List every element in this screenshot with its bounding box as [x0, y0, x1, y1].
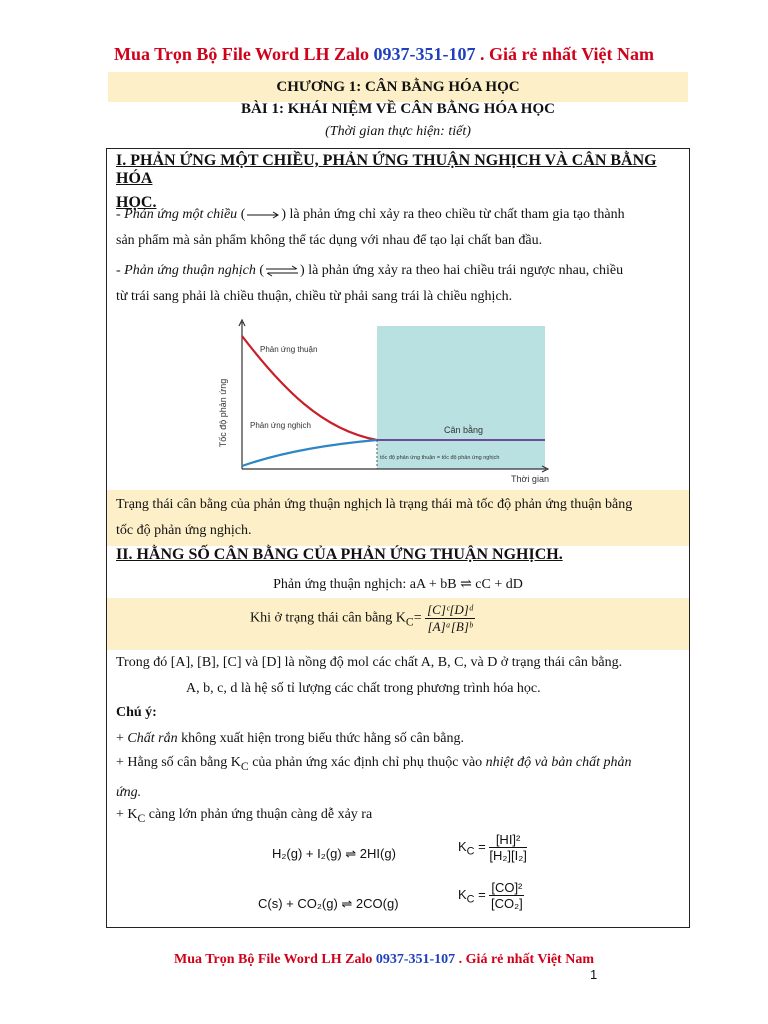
solid-term: Chất rắn	[127, 731, 178, 746]
equilibrium-def-2: tốc độ phản ứng nghịch.	[116, 523, 252, 538]
kc-denominator: [A]ᵃ[B]ᵇ	[427, 619, 473, 634]
kc-expression: Khi ở trạng thái cân bằng $K_C=$ $\frac{\text{[C]ᶜ[D]ᵈ}}{\text{[A]ᵃ[B]ᵇ}}$	[250, 602, 473, 634]
reaction-general: Phản ứng thuận nghịch: aA + bB ⇌ cC + dD	[273, 577, 523, 592]
equilibrium-shade	[377, 326, 545, 469]
one-way-arrow-icon	[245, 210, 281, 220]
where-line-2: A, b, c, d là hệ số tỉ lượng các chất trong phương trình hóa học.	[186, 681, 541, 696]
forward-label: Phản ứng thuận	[260, 345, 318, 354]
example-2-fraction	[489, 880, 524, 911]
note-3-sub: C	[137, 811, 146, 825]
promo-banner-top	[0, 44, 768, 65]
reversible-term: Phản ứng thuận nghịch	[124, 263, 256, 278]
note-2-text-b: của phản ứng xác định chỉ phụ thuộc vào	[248, 755, 486, 770]
one-way-term: Phản ứng một chiều	[124, 207, 238, 222]
note-3-text-a: + K	[116, 807, 138, 822]
promo-text-bottom: Mua Trọn Bộ File Word LH Zalo	[173, 952, 376, 967]
note-2	[116, 750, 686, 806]
figure-xlabel: Thời gian	[511, 474, 549, 484]
equal-rate-label: tốc độ phản ứng thuận = tốc độ phản ứng nghịch	[380, 455, 500, 461]
promo-text: Mua Trọn Bộ File Word LH Zalo	[113, 44, 374, 64]
chapter-title: CHƯƠNG 1: CÂN BẰNG HÓA HỌC	[108, 72, 688, 102]
time-note: (Thời gian thực hiện: tiết)	[325, 124, 471, 139]
note-3	[116, 802, 686, 832]
note-2-text: + Hằng số cân bằng K	[116, 755, 241, 770]
example-2-equation: C(s) + CO₂(g) ⇌ 2CO(g)	[258, 896, 399, 911]
promo-phone-bottom: 0937-351-107	[375, 952, 456, 967]
equilibrium-definition	[116, 492, 686, 544]
example-1-kc-symbol: K	[458, 838, 467, 854]
rate-time-figure	[212, 318, 562, 488]
page-number: 1	[590, 967, 598, 982]
figure-ylabel: Tốc độ phản ứng	[218, 378, 228, 448]
one-way-paragraph: - Phản ứng một chiều ( ) là phản ứng chỉ xảy ra theo chiều từ chất tham gia tạo thành sản phẩm mà sản phẩm không thể tác dụng với nhau để tạo lại chất ban đầu.	[116, 202, 686, 254]
section-1-heading-line2: HỌC.	[116, 194, 157, 211]
lesson-title: BÀI 1: KHÁI NIỆM VỀ CÂN BẰNG HÓA HỌC	[241, 101, 555, 117]
note-2-term-2: ứng.	[116, 784, 142, 800]
one-way-text-2: sản phẩm mà sản phẩm không thể tác dụng với nhau để tạo lại chất ban đầu.	[116, 233, 543, 248]
example-1-fraction	[489, 832, 527, 863]
promo-phone: 0937-351-107	[373, 44, 476, 64]
note-2-term-1: nhiệt độ và bản chất phản	[485, 755, 632, 770]
section-2-heading: II. HẰNG SỐ CÂN BẰNG CỦA PHẢN ỨNG THUẬN NGHỊCH.	[116, 546, 563, 563]
reverse-rate-curve	[242, 440, 377, 466]
where-paragraph	[116, 650, 686, 702]
example-2-numerator: [CO]²	[491, 880, 523, 895]
example-1-equation: H₂(g) + I₂(g) ⇌ 2HI(g)	[272, 846, 396, 861]
example-2-denominator: [CO₂]	[490, 896, 523, 911]
example-1-kc-sub: C	[466, 845, 475, 858]
promo-text-end: . Giá rẻ nhất Việt Nam	[475, 44, 655, 64]
example-2-kc-symbol: K	[458, 886, 467, 902]
example-1-kc: $K_C$ = $\frac{\text{[HI]²}}{\text{[H₂][I₂]}}$	[458, 832, 527, 863]
example-2-kc-sub: C	[466, 893, 475, 906]
reversible-text: là phản ứng xảy ra theo hai chiều trái ngược nhau, chiều	[304, 263, 624, 278]
equilibrium-label: Cân bằng	[444, 425, 484, 435]
equilibrium-def-1: Trạng thái cân bằng của phản ứng thuận nghịch là trạng thái mà tốc độ phản ứng thuận bằng	[116, 497, 633, 512]
example-1-denominator: [H₂][I₂]	[489, 848, 527, 863]
example-2-kc: $K_C$ = $\frac{\text{[CO]²}}{\text{[CO₂]}}$	[458, 880, 523, 911]
section-1-heading-line1: I. PHẢN ỨNG MỘT CHIỀU, PHẢN ỨNG THUẬN NGHỊCH VÀ CÂN BẰNG HÓA	[116, 152, 657, 187]
reversible-text-2: từ trái sang phải là chiều thuận, chiều từ phải sang trái là chiều nghịch.	[116, 289, 513, 304]
where-line-1: Trong đó [A], [B], [C] và [D] là nồng độ mol các chất A, B, C, và D ở trạng thái cân bằng.	[116, 655, 623, 670]
reverse-label: Phản ứng nghịch	[250, 421, 311, 430]
kc-fraction	[425, 602, 475, 635]
note-3-text-b: càng lớn phản ứng thuận càng dễ xảy ra	[145, 807, 373, 822]
promo-banner-bottom	[0, 952, 768, 968]
kc-prefix: Khi ở trạng thái cân bằng K	[250, 610, 406, 626]
kc-sub: C	[405, 615, 414, 629]
kc-numerator: [C]ᶜ[D]ᵈ	[427, 602, 473, 617]
note-1-text: không xuất hiện trong biểu thức hằng số cân bằng.	[177, 731, 464, 746]
note-heading: Chú ý:	[116, 705, 157, 720]
reversible-arrow-icon	[264, 265, 300, 277]
one-way-text: là phản ứng chỉ xảy ra theo chiều từ chất tham gia tạo thành	[286, 207, 625, 222]
example-1-numerator: [HI]²	[489, 832, 527, 848]
note-2-sub: C	[240, 759, 249, 773]
promo-text-end-bottom: . Giá rẻ nhất Việt Nam	[455, 952, 594, 967]
note-1: + Chất rắn không xuất hiện trong biểu thức hằng số cân bằng.	[116, 731, 464, 746]
reversible-paragraph: - Phản ứng thuận nghịch ( ) là phản ứng xảy ra theo hai chiều trái ngược nhau, chiều từ trái sang phải là chiều thuận, chiều từ phải sang trái là chiều nghịch.	[116, 258, 686, 310]
